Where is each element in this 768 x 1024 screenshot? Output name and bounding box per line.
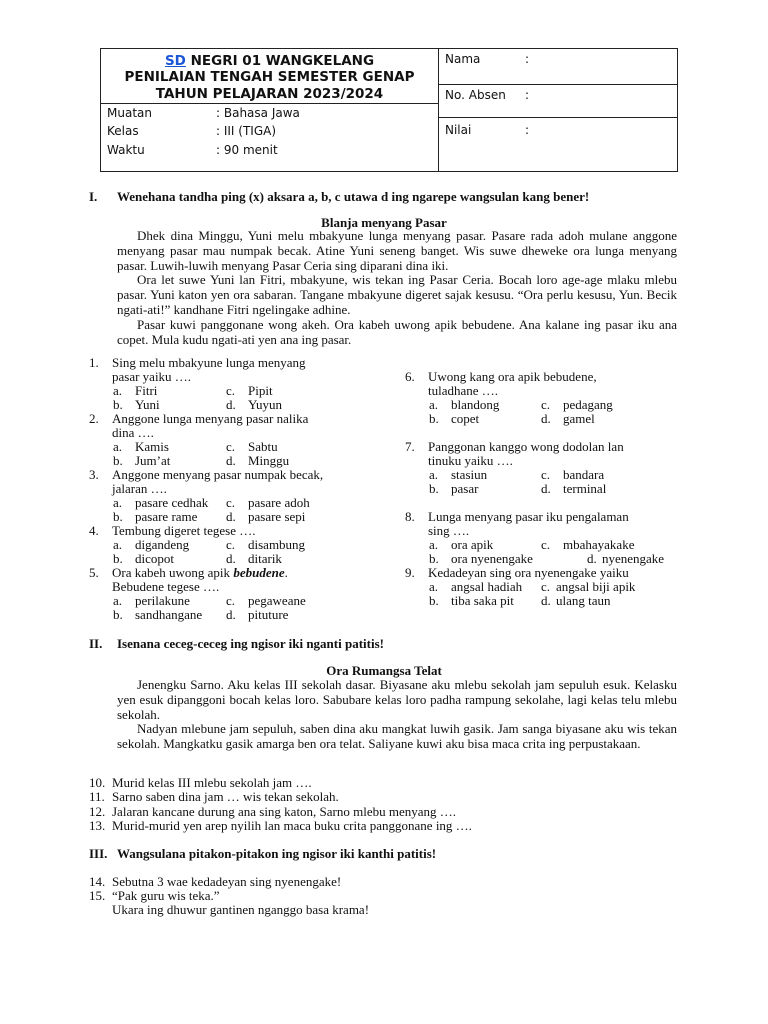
name-field-colon[interactable]: :	[525, 52, 530, 66]
meta-value: : 90 menit	[216, 143, 278, 157]
meta-value: : III (TIGA)	[216, 124, 277, 138]
header-divider	[101, 103, 438, 104]
question-15[interactable]: 15. “Pak guru wis teka.”	[89, 888, 220, 903]
meta-value: : Bahasa Jawa	[216, 106, 300, 120]
absen-field-colon[interactable]: :	[525, 88, 530, 102]
question-12[interactable]: 12. Jalaran kancane durung ana sing katon, Sarno mlebu menyang ….	[89, 804, 457, 819]
academic-year: TAHUN PELAJARAN 2023/2024	[155, 86, 384, 102]
absen-field-label: No. Absen	[445, 88, 506, 102]
paragraph: Ora let suwe Yuni lan Fitri, mbakyune, wis tekan ing Pasar Ceria. Bocah loro age-age mlaku mlebu pasar. Yuni katon yen ora sabaran. Tangane mbakyune digeret sajak kesusu. “Ora perlu kesusu, Yun. Becik ngati-ati!” kandhane Fitri ngelingake adhine.	[117, 272, 677, 317]
story-text-1	[117, 229, 677, 347]
emphasized-word: bebudene	[233, 565, 285, 580]
story-text-2	[117, 678, 677, 752]
paragraph: Jenengku Sarno. Aku kelas III sekolah dasar. Biyasane aku mlebu sekolah jam sepuluh esuk. Kelasku yen esuk dipanggoni bocah kelas loro. Sabubare kelas loro padha rampung sekolahe, lagi kelas telu mlebu sekolah.	[117, 677, 677, 722]
header-divider	[438, 84, 677, 85]
paragraph: Nadyan mlebune jam sepuluh, saben dina aku mangkat luwih gasik. Jam sanga biyasane aku wis tekan sekolah. Mangkatku gasik amarga ben ora telat. Saliyane kuwi aku bisa maca crita ing perpustakaan.	[117, 721, 677, 752]
section-1-instruction: I. Wenehana tandha ping (x) aksara a, b, c utawa d ing ngarepe wangsulan kang bener!	[89, 189, 590, 204]
question-10[interactable]: 10. Murid kelas III mlebu sekolah jam ….	[89, 775, 312, 790]
name-field-label: Nama	[445, 52, 481, 66]
score-field-colon[interactable]: :	[525, 123, 530, 137]
question-15-instruction: Ukara ing dhuwur gantinen nganggo basa krama!	[112, 902, 370, 917]
meta-label: Muatan	[107, 106, 152, 120]
paragraph: Pasar kuwi panggonane wong akeh. Ora kabeh uwong apik bebudene. Ana kalane ing pasar iku ana copet. Mula kudu ngati-ati yen ana ing pasar.	[117, 316, 677, 347]
exam-title: PENILAIAN TENGAH SEMESTER GENAP	[124, 69, 415, 85]
header-divider	[438, 117, 677, 118]
section-3-instruction: III. Wangsulana pitakon-pitakon ing ngisor iki kanthi patitis!	[89, 846, 437, 861]
school-name: SD NEGRI 01 WANGKELANG	[164, 53, 375, 69]
question-14[interactable]: 14. Sebutna 3 wae kedadeyan sing nyenengake!	[89, 874, 342, 889]
meta-label: Kelas	[107, 124, 139, 138]
school-prefix: SD	[164, 53, 186, 69]
header-divider	[438, 49, 439, 171]
question-13[interactable]: 13. Murid-murid yen arep nyilih lan maca buku crita panggonane ing ….	[89, 818, 472, 833]
header-box	[100, 48, 678, 172]
section-2-instruction: II. Isenana ceceg-ceceg ing ngisor iki nganti patitis!	[89, 636, 384, 651]
story-title-2: Ora Rumangsa Telat	[326, 663, 442, 678]
story-title-1: Blanja menyang Pasar	[321, 215, 447, 230]
meta-label: Waktu	[107, 143, 145, 157]
paragraph: Dhek dina Minggu, Yuni melu mbakyune lunga menyang pasar. Pasare rada adoh mulane anggone menyang pasar mau numpak becak. Atine Yuni seneng banget. Wis suwe dheweke ora lunga menyang pasar. Luwih-luwih menyang Pasar Ceria sing diparani dina iki.	[117, 228, 677, 273]
score-field-label: Nilai	[445, 123, 472, 137]
question-11[interactable]: 11. Sarno saben dina jam … wis tekan sekolah.	[89, 789, 339, 804]
